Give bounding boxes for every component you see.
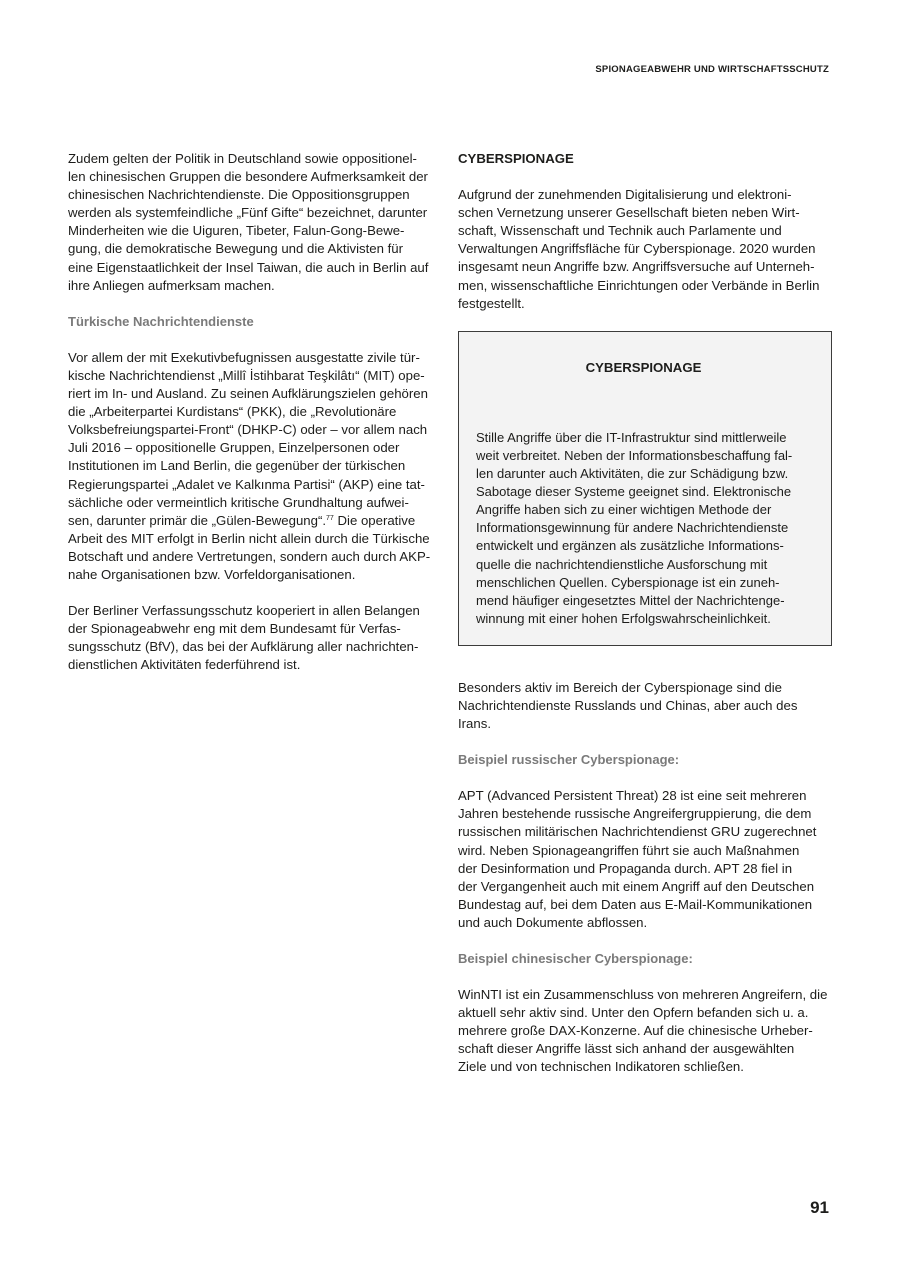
text-line: Jahren bestehende russische Angreifergruppierung, die dem xyxy=(458,806,812,822)
text-line: insgesamt neun Angriffe bzw. Angriffsversuche auf Unterneh- xyxy=(458,259,815,275)
text-line: WinNTI ist ein Zusammenschluss von mehreren Angreifern, die xyxy=(458,987,828,1003)
text-line-footnote xyxy=(68,512,440,530)
text-line: nahe Organisationen bzw. Vorfeldorganisationen. xyxy=(68,566,356,582)
text-line: gung, die demokratische Bewegung und die Aktivisten für xyxy=(68,241,404,257)
text-line: menschlichen Quellen. Cyberspionage ist ein zuneh- xyxy=(476,574,780,590)
text-line: Botschaft und andere Vertretungen, sondern auch durch AKP- xyxy=(68,548,431,564)
text-line: sächliche oder vermeintlich kritische Grundhaltung aufwei- xyxy=(68,494,409,510)
text-line: Institutionen im Land Berlin, die gegenüber der türkischen xyxy=(68,458,406,474)
text-line: APT (Advanced Persistent Threat) 28 ist eine seit mehreren xyxy=(458,788,807,804)
text-line: mend häufiger eingesetztes Mittel der Nachrichtenge- xyxy=(476,592,785,608)
text-line: entwickelt und ergänzen als zusätzliche Informations- xyxy=(476,538,784,554)
text-line: kische Nachrichtendienst „Millî İstihbarat Teşkilâtı“ (MIT) ope- xyxy=(68,367,425,383)
paragraph-digitalisation xyxy=(458,186,832,313)
text-line: ihre Anliegen aufmerksam machen. xyxy=(68,277,275,293)
text-line: und auch Dokumente abflossen. xyxy=(458,914,648,930)
text-line: winnung mit einer hohen Erfolgswahrscheinlichkeit. xyxy=(476,610,771,626)
text-line: schaft dieser Angriffe lässt sich anhand der ausgewählten xyxy=(458,1041,795,1057)
text-line: Informationsgewinnung für andere Nachrichtendienste xyxy=(476,520,789,536)
text-line: sungsschutz (BfV), das bei der Aufklärung aller nachrichten- xyxy=(68,639,419,655)
text-line: Juli 2016 – oppositionelle Gruppen, Einzelpersonen oder xyxy=(68,440,400,456)
footnote-marker[interactable]: 77 xyxy=(326,514,334,522)
text-line: chinesischen Nachrichtendienste. Die Oppositionsgruppen xyxy=(68,187,410,203)
text-line: werden als systemfeindliche „Fünf Gifte“ bezeichnet, darunter xyxy=(68,205,428,221)
text-line: festgestellt. xyxy=(458,295,525,311)
subheading-turkish-services: Türkische Nachrichtendienste xyxy=(68,313,254,329)
text-line: schen Vernetzung unserer Gesellschaft bieten neben Wirt- xyxy=(458,205,800,221)
text-line: quelle die nachrichtendienstliche Ausforschung mit xyxy=(476,556,768,572)
text-line: Vor allem der mit Exekutivbefugnissen ausgestatte zivile tür- xyxy=(68,349,420,365)
paragraph-active-services xyxy=(458,679,832,733)
paragraph-mit xyxy=(68,349,440,584)
text-line: Irans. xyxy=(458,716,491,732)
text-line: dienstlichen Aktivitäten federführend ist. xyxy=(68,657,301,673)
text-fragment: Die operative xyxy=(333,512,416,528)
infobox-cyberspionage xyxy=(458,331,832,646)
text-line: men, wissenschaftliche Einrichtungen oder Verbände in Berlin xyxy=(458,277,820,293)
paragraph-cooperation xyxy=(68,602,440,674)
text-line: russischen militärischen Nachrichtendienst GRU zugerechnet xyxy=(458,824,817,840)
text-line: Aufgrund der zunehmenden Digitalisierung und elektroni- xyxy=(458,187,792,203)
section-heading-cyberspionage: CYBERSPIONAGE xyxy=(458,151,574,166)
text-line: eine Eigenstaatlichkeit der Insel Taiwan, die auch in Berlin auf xyxy=(68,259,429,275)
subheading-russian-example: Beispiel russischer Cyberspionage: xyxy=(458,752,680,768)
text-line: Nachrichtendienste Russlands und Chinas, aber auch des xyxy=(458,697,798,713)
text-line: Stille Angriffe über die IT-Infrastruktur sind mittlerweile xyxy=(476,429,787,445)
left-column xyxy=(68,150,440,692)
running-head: SPIONAGEABWEHR UND WIRTSCHAFTSSCHUTZ xyxy=(595,64,829,75)
text-line: der Desinformation und Propaganda durch. APT 28 fiel in xyxy=(458,860,793,876)
text-line: Arbeit des MIT erfolgt in Berlin nicht allein durch die Türkische xyxy=(68,530,430,546)
text-line: Besonders aktiv im Bereich der Cyberspionage sind die xyxy=(458,679,782,695)
text-line: Ziele und von technischen Indikatoren schließen. xyxy=(458,1059,744,1075)
text-line: der Vergangenheit auch mit einem Angriff auf den Deutschen xyxy=(458,878,815,894)
right-column xyxy=(458,150,832,1095)
text-line: schaft, Wissenschaft und Technik auch Parlamente und xyxy=(458,223,782,239)
subheading-chinese-example: Beispiel chinesischer Cyberspionage: xyxy=(458,951,693,966)
text-line: Minderheiten wie die Uiguren, Tibeter, Falun-Gong-Bewe- xyxy=(68,223,405,239)
text-line: Der Berliner Verfassungsschutz kooperiert in allen Belangen xyxy=(68,603,420,619)
text-line: wird. Neben Spionageangriffen führt sie auch Maßnahmen xyxy=(458,842,800,858)
text-fragment: sen, darunter primär die „Gülen-Bewegung“. xyxy=(68,512,327,528)
page-number: 91 xyxy=(810,1198,829,1217)
paragraph-winnti xyxy=(458,986,832,1076)
text-line: Regierungspartei „Adalet ve Kalkınma Partisi“ (AKP) eine tat- xyxy=(68,476,425,492)
text-line: riert im In- und Ausland. Zu seinen Aufklärungszielen gehören xyxy=(68,386,428,402)
text-line: Zudem gelten der Politik in Deutschland sowie oppositionel- xyxy=(68,151,417,166)
text-line: Angriffe haben sich zu einer wichtigen Methode der xyxy=(476,502,772,518)
infobox-text xyxy=(476,429,811,628)
text-line: aktuell sehr aktiv sind. Unter den Opfern befanden sich u. a. xyxy=(458,1005,809,1021)
text-line: der Spionageabwehr eng mit dem Bundesamt für Verfas- xyxy=(68,621,401,637)
text-line: len chinesischen Gruppen die besondere Aufmerksamkeit der xyxy=(68,169,428,185)
text-line: die „Arbeiterpartei Kurdistans“ (PKK), die „Revolutionäre xyxy=(68,404,397,420)
paragraph-apt28 xyxy=(458,787,832,932)
infobox-title: CYBERSPIONAGE xyxy=(585,359,702,375)
text-line: weit verbreitet. Neben der Informationsbeschaffung fal- xyxy=(476,447,793,463)
text-line: Volksbefreiungspartei-Front“ (DHKP-C) oder – vor allem nach xyxy=(68,422,428,438)
text-line: Verwaltungen Angriffsfläche für Cyberspionage. 2020 wurden xyxy=(458,241,816,257)
paragraph-china-opposition xyxy=(68,150,440,295)
text-line: Sabotage dieser Systeme geeignet sind. Elektronische xyxy=(476,484,792,500)
text-line: Bundestag auf, bei dem Daten aus E-Mail-Kommunikationen xyxy=(458,896,813,912)
text-line: len darunter auch Aktivitäten, die zur Schädigung bzw. xyxy=(476,466,789,482)
text-line: mehrere große DAX-Konzerne. Auf die chinesische Urheber- xyxy=(458,1023,813,1039)
